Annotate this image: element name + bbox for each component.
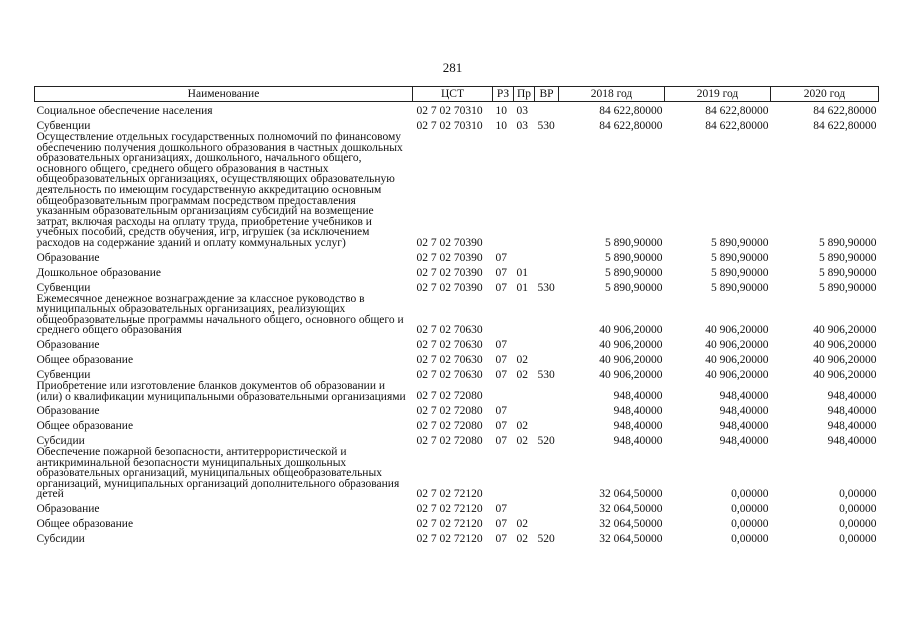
cell-name: Субсидии <box>36 533 85 546</box>
cell-2018: 5 890,90000 <box>605 281 663 294</box>
cell-rz: 07 <box>495 435 507 448</box>
header-name: Наименование <box>35 87 413 102</box>
table-row <box>35 500 879 515</box>
table-row <box>35 264 879 279</box>
header-vr: ВР <box>535 87 559 102</box>
cell-vr: 530 <box>537 368 555 381</box>
table-row <box>35 351 879 366</box>
cell-vr <box>535 102 559 118</box>
cell-2020: 948,40000 <box>827 405 877 418</box>
cell-name: Социальное обеспечение населения <box>36 105 213 117</box>
cell-2018: 32 064,50000 <box>599 488 663 501</box>
table-row <box>35 132 879 249</box>
cell-vr <box>535 264 559 279</box>
cell-2018: 40 906,20000 <box>599 338 663 351</box>
cell-2018: 5 890,90000 <box>605 236 663 249</box>
cell-2020: 948,40000 <box>827 390 877 403</box>
cell-2019: 0,00000 <box>731 488 769 501</box>
cell-name: Образование <box>36 405 100 418</box>
cell-pr <box>514 132 535 249</box>
cell-2019: 5 890,90000 <box>711 251 769 264</box>
cell-name: Дошкольное образование <box>36 266 162 279</box>
cell-2020: 5 890,90000 <box>819 251 877 264</box>
cell-vr <box>535 249 559 264</box>
cell-2020: 40 906,20000 <box>813 353 877 366</box>
cell-cst: 02 7 02 72120 <box>416 518 483 531</box>
cell-rz <box>493 132 514 249</box>
cell-2019: 948,40000 <box>719 420 769 433</box>
cell-pr <box>514 249 535 264</box>
table-row <box>35 117 879 132</box>
cell-2019: 40 906,20000 <box>705 368 769 381</box>
cell-pr: 02 <box>516 353 528 366</box>
cell-cst: 02 7 02 70390 <box>416 266 483 279</box>
cell-pr: 02 <box>516 435 528 448</box>
cell-name: Общее образование <box>36 420 134 433</box>
table-body <box>35 102 879 546</box>
cell-cst: 02 7 02 72080 <box>416 390 483 403</box>
cell-2020: 84 622,80000 <box>813 105 877 117</box>
cell-2019: 5 890,90000 <box>711 281 769 294</box>
header-rz: РЗ <box>493 87 514 102</box>
cell-2018: 948,40000 <box>613 390 663 403</box>
cell-2019: 0,00000 <box>731 503 769 516</box>
cell-pr: 02 <box>516 518 528 531</box>
cell-cst: 02 7 02 70630 <box>416 353 483 366</box>
cell-2020: 5 890,90000 <box>819 236 877 249</box>
cell-rz: 07 <box>495 533 507 546</box>
cell-cst: 02 7 02 72120 <box>416 503 483 516</box>
cell-name: Осуществление отдельных государственных полномочий по финансовому обеспечению получения дошкольного образования в частных дошкольных образовательных организациях, дошкольного, начального общего, основного общего, среднего общего образования в частных общеобразовательных организациях, осуществляющих образовательную деятельность по имеющим государственную аккредитацию основным общеобразовательным программам посредством предоставления указанным образовательным организациям субсидий на возмещение затрат, включая расходы на оплату труда, приобретение учебников и учебных пособий, средств обучения, игр, игрушек (за исключением расходов на содержание зданий и оплату коммунальных услуг) <box>36 132 403 249</box>
cell-2019: 40 906,20000 <box>705 353 769 366</box>
cell-2019: 5 890,90000 <box>711 236 769 249</box>
cell-name: Образование <box>36 338 100 351</box>
cell-pr <box>514 500 535 515</box>
cell-2019: 0,00000 <box>731 518 769 531</box>
cell-2018: 84 622,80000 <box>599 105 663 117</box>
table-row <box>35 366 879 381</box>
cell-2019: 5 890,90000 <box>711 266 769 279</box>
cell-2018: 948,40000 <box>613 405 663 418</box>
cell-2020: 948,40000 <box>827 435 877 448</box>
cell-cst: 02 7 02 70310 <box>416 105 483 117</box>
cell-cst: 02 7 02 72120 <box>416 533 483 546</box>
table-row <box>35 102 879 118</box>
cell-cst: 02 7 02 70310 <box>416 120 483 132</box>
header-2018: 2018 год <box>559 87 665 102</box>
cell-vr: 530 <box>537 120 555 132</box>
cell-2018: 5 890,90000 <box>605 251 663 264</box>
cell-2019: 84 622,80000 <box>705 120 769 132</box>
cell-vr <box>535 351 559 366</box>
cell-2019: 40 906,20000 <box>705 338 769 351</box>
cell-vr <box>535 402 559 417</box>
cell-name: Ежемесячное денежное вознаграждение за классное руководство в муниципальных образовательных организациях, реализующих общеобразовательные программы начального общего, основного общего и среднего общего образования <box>36 293 404 336</box>
table-row <box>35 447 879 500</box>
table-row <box>35 294 879 336</box>
table-row <box>35 432 879 447</box>
budget-table <box>34 86 879 545</box>
cell-2018: 5 890,90000 <box>605 266 663 279</box>
cell-vr: 520 <box>537 435 555 448</box>
cell-2020: 84 622,80000 <box>813 120 877 132</box>
cell-name: Субвенции <box>36 281 91 294</box>
cell-2018: 40 906,20000 <box>599 353 663 366</box>
cell-rz <box>493 381 514 402</box>
header-pr: Пр <box>514 87 535 102</box>
cell-name: Приобретение или изготовление бланков документов об образовании и (или) о квалификации муниципальными образовательными организациями <box>36 380 406 403</box>
cell-name: Образование <box>36 251 100 264</box>
cell-pr: 01 <box>516 266 528 279</box>
cell-rz: 07 <box>495 518 507 531</box>
cell-2019: 948,40000 <box>719 435 769 448</box>
table-row <box>35 279 879 294</box>
cell-pr <box>514 381 535 402</box>
cell-vr <box>535 447 559 500</box>
cell-cst: 02 7 02 72080 <box>416 420 483 433</box>
cell-cst: 02 7 02 72080 <box>416 435 483 448</box>
cell-2019: 0,00000 <box>731 533 769 546</box>
cell-name: Субвенции <box>36 120 91 132</box>
cell-2018: 948,40000 <box>613 420 663 433</box>
cell-pr <box>514 447 535 500</box>
cell-pr: 03 <box>516 105 528 117</box>
table-row <box>35 402 879 417</box>
cell-2018: 32 064,50000 <box>599 533 663 546</box>
cell-vr <box>535 132 559 249</box>
cell-2020: 5 890,90000 <box>819 266 877 279</box>
table-header-row <box>35 87 879 102</box>
cell-2020: 0,00000 <box>839 533 877 546</box>
cell-rz: 07 <box>495 420 507 433</box>
cell-2018: 948,40000 <box>613 435 663 448</box>
cell-name: Субвенции <box>36 368 91 381</box>
cell-vr <box>535 515 559 530</box>
cell-2020: 40 906,20000 <box>813 368 877 381</box>
cell-name: Обеспечение пожарной безопасности, антитеррористической и антикриминальной безопасности муниципальных дошкольных образовательных организаций, муниципальных общеобразовательных организаций, муниципальных организаций дополнительного образования детей <box>36 447 400 501</box>
cell-rz: 07 <box>495 338 507 351</box>
cell-cst: 02 7 02 70630 <box>416 323 483 336</box>
header-2020: 2020 год <box>771 87 879 102</box>
cell-rz: 07 <box>495 368 507 381</box>
cell-vr: 530 <box>537 281 555 294</box>
cell-cst: 02 7 02 70390 <box>416 236 483 249</box>
cell-2018: 84 622,80000 <box>599 120 663 132</box>
cell-pr: 01 <box>516 281 528 294</box>
cell-rz: 10 <box>495 120 507 132</box>
table-row <box>35 249 879 264</box>
cell-name: Общее образование <box>36 353 134 366</box>
cell-pr: 03 <box>516 120 528 132</box>
cell-rz: 07 <box>495 281 507 294</box>
cell-vr <box>535 500 559 515</box>
cell-rz: 07 <box>495 353 507 366</box>
cell-cst: 02 7 02 72080 <box>416 405 483 418</box>
cell-rz: 07 <box>495 405 507 418</box>
header-cst: ЦСТ <box>413 87 493 102</box>
cell-vr <box>535 336 559 351</box>
cell-pr <box>514 402 535 417</box>
table-row <box>35 336 879 351</box>
cell-name: Образование <box>36 503 100 516</box>
cell-2020: 0,00000 <box>839 488 877 501</box>
cell-2020: 0,00000 <box>839 518 877 531</box>
cell-2018: 40 906,20000 <box>599 368 663 381</box>
cell-cst: 02 7 02 72120 <box>416 488 483 501</box>
cell-name: Субсидии <box>36 435 85 448</box>
cell-rz: 07 <box>495 251 507 264</box>
cell-rz <box>493 294 514 336</box>
table-row <box>35 381 879 402</box>
cell-vr <box>535 417 559 432</box>
cell-pr <box>514 294 535 336</box>
cell-name: Общее образование <box>36 518 134 531</box>
cell-rz <box>493 447 514 500</box>
table-row <box>35 515 879 530</box>
header-2019: 2019 год <box>665 87 771 102</box>
cell-2020: 5 890,90000 <box>819 281 877 294</box>
cell-rz: 10 <box>495 105 507 117</box>
cell-pr: 02 <box>516 533 528 546</box>
cell-2020: 40 906,20000 <box>813 338 877 351</box>
page-number: 281 <box>442 60 463 75</box>
cell-cst: 02 7 02 70630 <box>416 338 483 351</box>
cell-2019: 948,40000 <box>719 405 769 418</box>
cell-2019: 40 906,20000 <box>705 323 769 336</box>
cell-rz: 07 <box>495 266 507 279</box>
cell-rz: 07 <box>495 503 507 516</box>
cell-vr: 520 <box>537 533 555 546</box>
cell-2019: 84 622,80000 <box>705 105 769 117</box>
cell-pr <box>514 336 535 351</box>
cell-2018: 32 064,50000 <box>599 503 663 516</box>
table-row <box>35 530 879 545</box>
cell-2018: 40 906,20000 <box>599 323 663 336</box>
cell-2020: 0,00000 <box>839 503 877 516</box>
cell-vr <box>535 381 559 402</box>
cell-2020: 948,40000 <box>827 420 877 433</box>
cell-pr: 02 <box>516 368 528 381</box>
cell-cst: 02 7 02 70630 <box>416 368 483 381</box>
table-row <box>35 417 879 432</box>
cell-cst: 02 7 02 70390 <box>416 251 483 264</box>
cell-vr <box>535 294 559 336</box>
cell-2018: 32 064,50000 <box>599 518 663 531</box>
cell-pr: 02 <box>516 420 528 433</box>
cell-2020: 40 906,20000 <box>813 323 877 336</box>
cell-2019: 948,40000 <box>719 390 769 403</box>
cell-cst: 02 7 02 70390 <box>416 281 483 294</box>
